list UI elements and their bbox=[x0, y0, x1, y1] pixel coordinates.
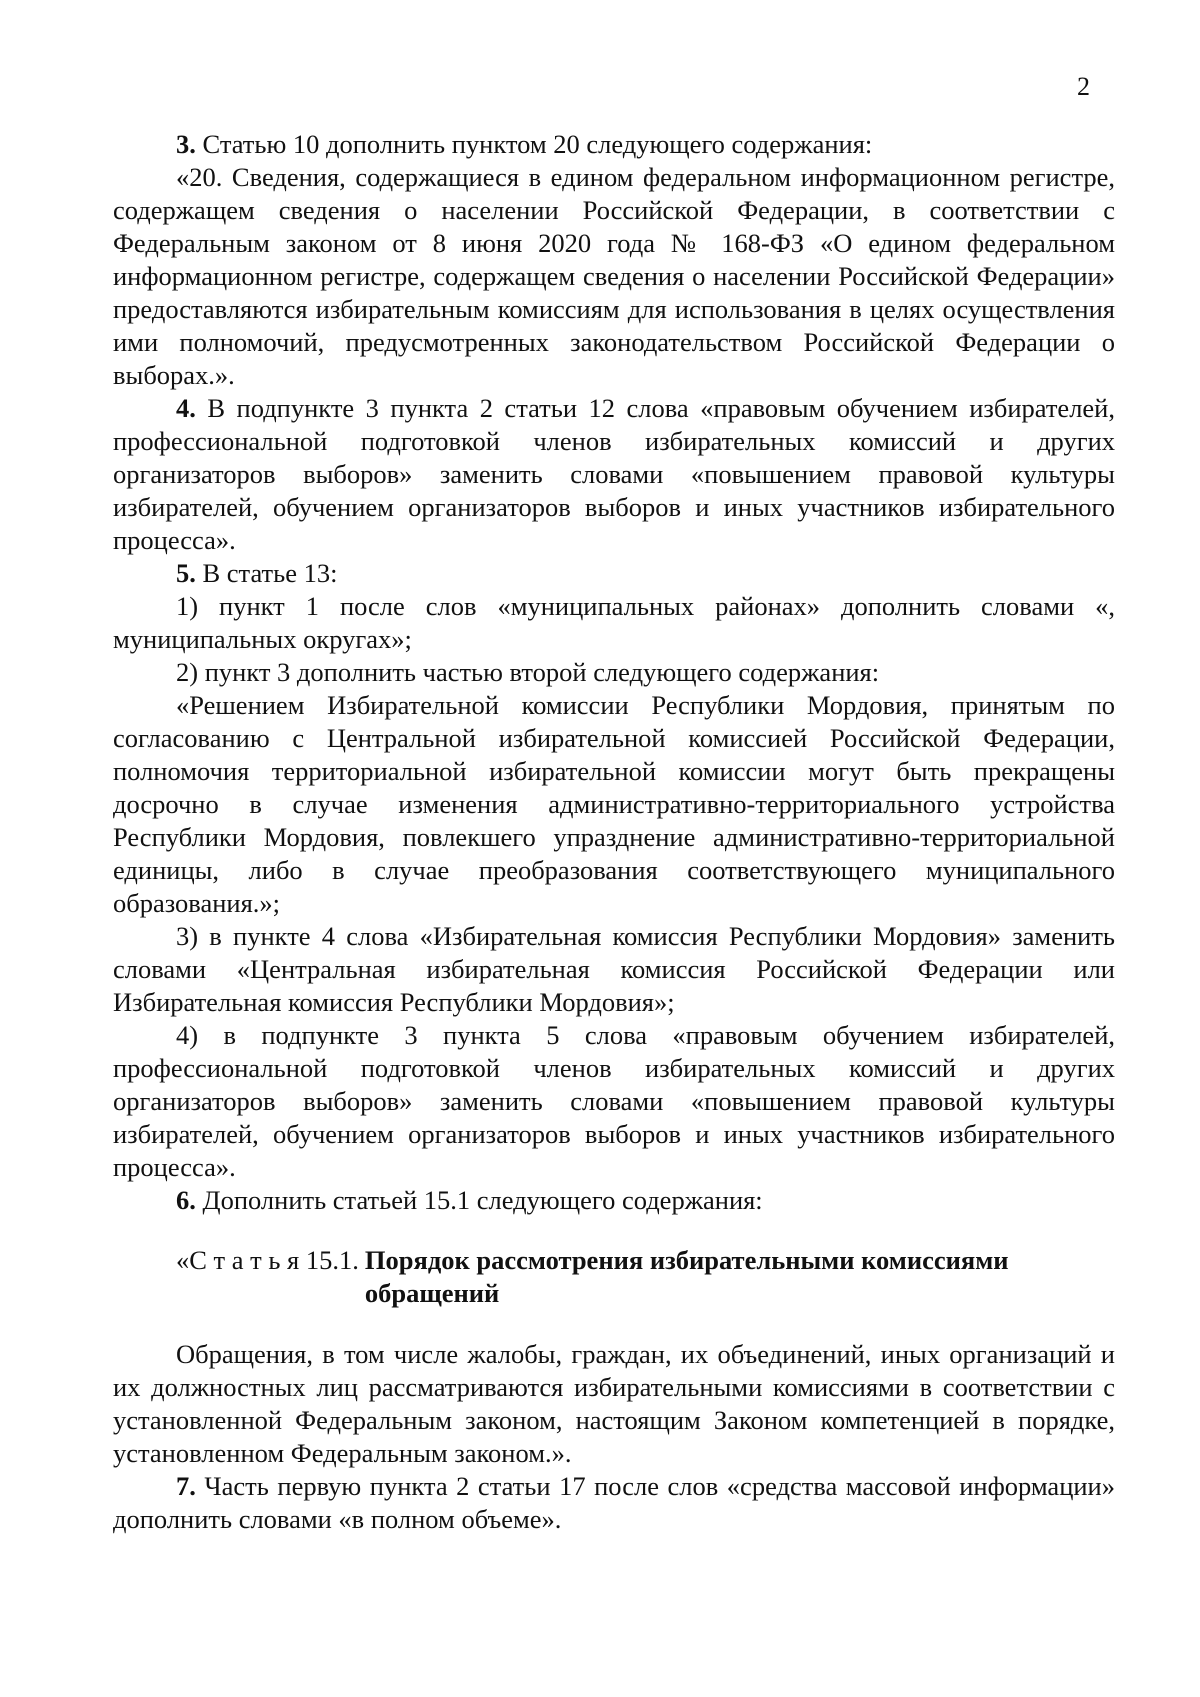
item-5-text: В статье 13: bbox=[195, 558, 338, 588]
item-6-paragraph bbox=[113, 1184, 1115, 1217]
article-15-1-title: Порядок рассмотрения избирательными комиссиями обращений bbox=[364, 1245, 1009, 1308]
item-5-subitem-2: 2) пункт 3 дополнить частью второй следующего содержания: bbox=[176, 657, 880, 687]
item-5-paragraph bbox=[113, 557, 1115, 590]
item-7-paragraph bbox=[113, 1470, 1115, 1536]
item-7-text: Часть первую пункта 2 статьи 17 после слов «средства массовой информации» дополнить словами «в полном объеме». bbox=[113, 1471, 1115, 1534]
item-3-quote-paragraph: «20. Сведения, содержащиеся в едином федеральном информационном регистре, содержащем сведения о населении Российской Федерации, в соответствии с Федеральным законом от 8 июня 2020 года № 168-ФЗ «О едином федеральном информационном регистре, содержащем сведения о населении Российской Федерации» предоставляются избирательным комиссиям для использования в целях осуществления ими полномочий, предусмотренных законодательством Российской Федерации о выборах.». bbox=[113, 162, 1115, 390]
item-4-number: 4. bbox=[176, 393, 196, 423]
page-number: 2 bbox=[1077, 72, 1090, 101]
item-6-number: 6. bbox=[176, 1185, 196, 1215]
item-3-text: Статью 10 дополнить пунктом 20 следующего содержания: bbox=[195, 129, 873, 159]
item-3-paragraph bbox=[113, 128, 1115, 161]
item-5-subitem-4: 4) в подпункте 3 пункта 5 слова «правовым обучением избирателей, профессиональной подготовкой членов избирательных комиссий и других организаторов выборов» заменить словами «повышением правовой культуры избирателей, обучением организаторов выборов и иных участников избирательного процесса». bbox=[113, 1020, 1115, 1182]
article-15-1-label: «С т а т ь я 15.1. bbox=[176, 1245, 359, 1275]
item-6-text: Дополнить статьей 15.1 следующего содержания: bbox=[195, 1185, 763, 1215]
item-3-number: 3. bbox=[176, 129, 196, 159]
item-4-paragraph bbox=[113, 392, 1115, 557]
document-body bbox=[113, 128, 1115, 1536]
article-15-1-body: Обращения, в том числе жалобы, граждан, их объединений, иных организаций и их должностных лиц рассматриваются избирательными комиссиями в соответствии с установленной Федеральным законом, настоящим Законом компетенцией в порядке, установленном Федеральным законом.». bbox=[113, 1339, 1115, 1468]
item-5-number: 5. bbox=[176, 558, 196, 588]
item-5-subitem-3: 3) в пункте 4 слова «Избирательная комиссия Республики Мордовия» заменить словами «Центральная избирательная комиссия Российской Федерации или Избирательная комиссия Республики Мордовия»; bbox=[113, 921, 1115, 1017]
item-4-text: В подпункте 3 пункта 2 статьи 12 слова «правовым обучением избирателей, профессиональной подготовкой членов избирательных комиссий и других организаторов выборов» заменить словами «повышением правовой культуры избирателей, обучением организаторов выборов и иных участников избирательного процесса». bbox=[113, 393, 1115, 555]
item-5-subitem-1: 1) пункт 1 после слов «муниципальных районах» дополнить словами «, муниципальных округах»; bbox=[113, 591, 1115, 654]
item-7-number: 7. bbox=[176, 1471, 196, 1501]
article-15-1-heading bbox=[176, 1244, 1115, 1310]
item-5-subitem-2-quote: «Решением Избирательной комиссии Республики Мордовия, принятым по согласованию с Центральной избирательной комиссией Российской Федерации, полномочия территориальной избирательной комиссии могут быть прекращены досрочно в случае изменения административно-территориального устройства Республики Мордовия, повлекшего упразднение административно-территориальной единицы, либо в случае преобразования соответствующего муниципального образования.»; bbox=[113, 690, 1115, 918]
